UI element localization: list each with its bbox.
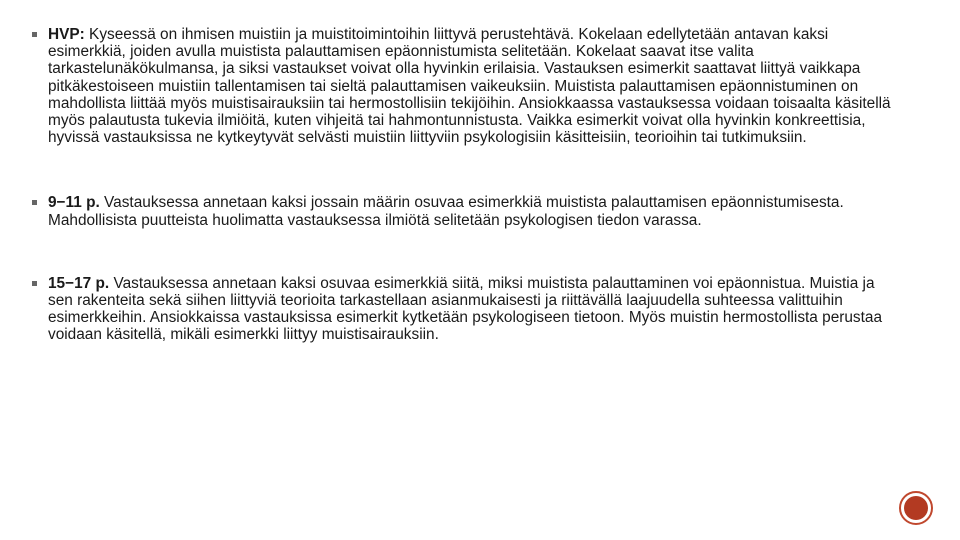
bullet-item-15-17 <box>32 275 892 344</box>
bullet-text: Vastauksessa annetaan kaksi jossain määrin osuvaa esimerkkiä muistista palauttamisen epäonnistumisesta. Mahdollisista puutteista huolimatta vastauksessa ilmiötä selitetään psykologisen tiedon varassa. <box>48 194 844 229</box>
page-number-badge <box>899 491 933 525</box>
bullet-heading: HVP: <box>48 26 85 43</box>
square-bullet-icon <box>32 32 37 37</box>
bullet-list <box>32 26 892 392</box>
square-bullet-icon <box>32 200 37 205</box>
bullet-text: Kyseessä on ihmisen muistiin ja muistitoimintoihin liittyvä perustehtävä. Kokelaan edellytetään antavan kaksi esimerkkiä, joiden avulla muistista palauttamisen epäonnistumista selitetään. Kokelaat saavat itse valita tarkastelunäkökulmansa, ja siksi vastaukset voivat olla hyvinkin erilaisia. Vastauksen esimerkit saattavat liittyä vaikkapa pitkäkestoiseen muistiin tallentamisen tai sieltä palauttamisen vaikeuksiin. Muistista palauttamisen epäonnistuminen on mahdollista liittää myös muistisairauksiin tai hermostollisiin tekijöihin. Ansiokkaassa vastauksessa voidaan toisaalta käsitellä myös palautusta tukevia ilmiöitä, kuten vihjeitä tai hahmontunnistusta. Vaikka esimerkit voivat olla hyvinkin konkreettisia, hyvissä vastauksissa ne kytkeytyvät selvästi muistiin liittyviin psykologisiin käsitteisiin, teorioihin tai tutkimuksiin. <box>48 26 891 147</box>
bullet-heading: 9−11 p. <box>48 194 100 212</box>
bullet-text: Vastauksessa annetaan kaksi osuvaa esimerkkiä siitä, miksi muistista palauttaminen voi epäonnistua. Muistia ja sen rakenteita sekä siihen liittyviä teorioita tarkastellaan asianmukaisesti ja riittävällä laajuudella suhteessa valittuihin esimerkkeihin. Ansiokkaissa vastauksissa esimerkit kytketään psykologiseen tietoon. Myös muistin hermostollista perustaa voidaan käsitellä, mikäli esimerkki liittyy muistisairauksiin. <box>48 274 883 344</box>
bullet-heading: 15−17 p. <box>48 274 110 292</box>
page-number <box>904 496 928 520</box>
bullet-item-9-11 <box>32 194 892 228</box>
bullet-item-hvp <box>32 26 892 146</box>
square-bullet-icon <box>32 281 37 286</box>
